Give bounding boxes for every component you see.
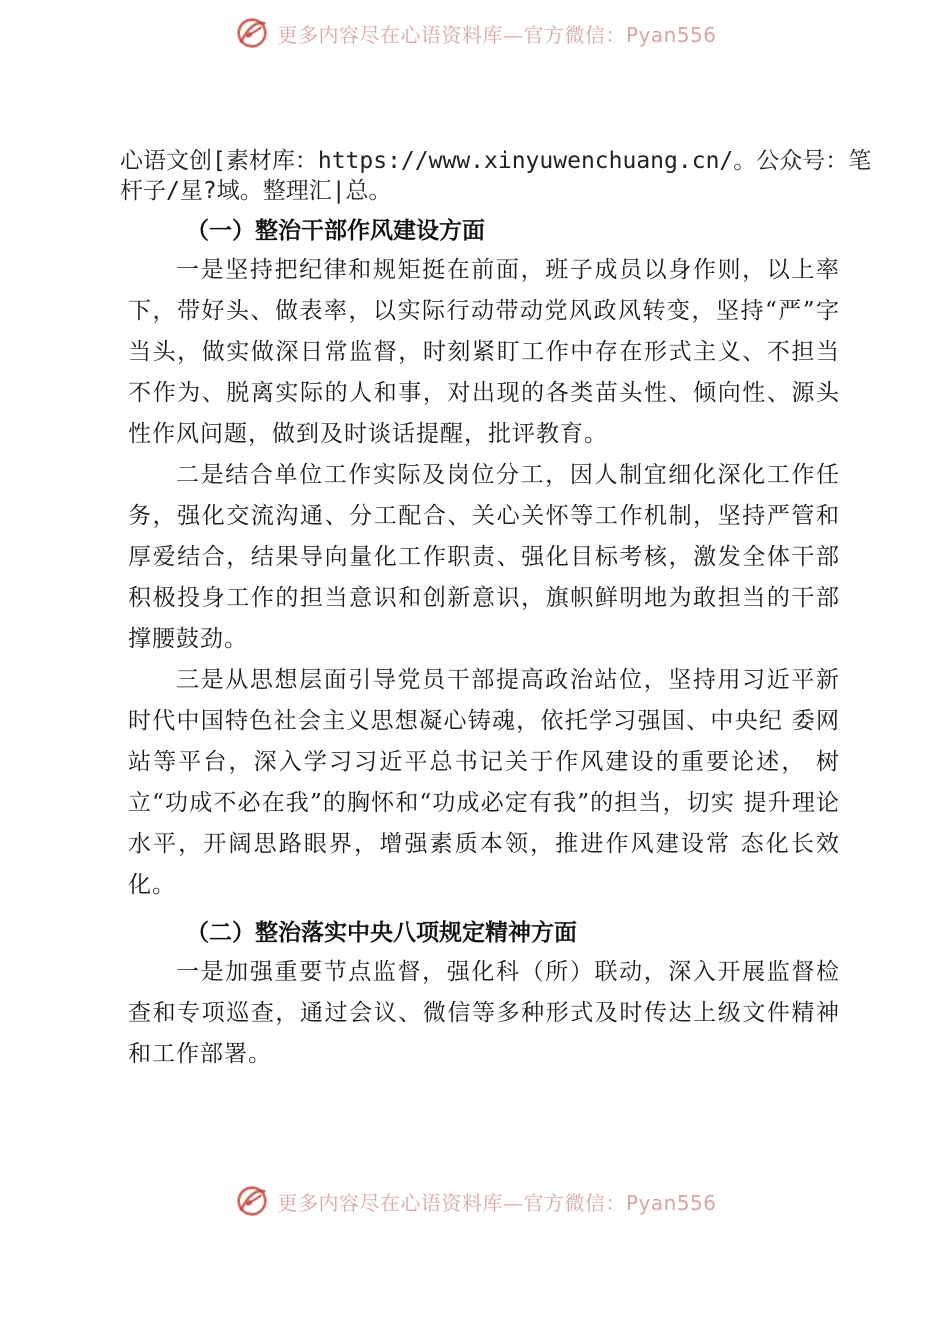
brand-logo-icon <box>233 14 271 52</box>
brand-logo-icon <box>233 1182 271 1220</box>
section-heading-1: （一）整治干部作风建设方面 <box>186 218 485 244</box>
banner-text <box>277 19 716 48</box>
banner-wechat-id: Pyan556 <box>625 1190 717 1215</box>
source-line: 心语文创[素材库：https://www.xinyuwenchuang.cn/。公众号：笔杆子/星?域。整理汇|总。 <box>120 148 872 204</box>
paragraph-1-2: 二是结合单位工作实际及岗位分工，因人制宜细化深化工作任务，强化交流沟通、分工配合、关心关怀等工作机制，坚持严管和厚爱结合，结果导向量化工作职责、强化目标考核，激发全体干部积极投身工作的担当意识和创新意识，旗帜鲜明地为敢担当的干部撑腰鼓劲。 <box>128 462 840 652</box>
banner-slogan: 更多内容尽在心语资料库—官方微信： <box>277 22 626 47</box>
banner-slogan: 更多内容尽在心语资料库—官方微信： <box>277 1190 626 1215</box>
footer-watermark-banner <box>0 1182 950 1220</box>
paragraph-1-3: 三是从思想层面引导党员干部提高政治站位，坚持用习近平新时代中国特色社会主义思想凝心铸魂，依托学习强国、中央纪 委网站等平台，深入学习习近平总书记关于作风建设的重要论述， 树立“功成不必在我”的胸怀和“功成必定有我”的担当，切实 提升理论水平，开阔思路眼界，增强素质本领，推进作风建设常 态化长效化。 <box>128 667 840 898</box>
banner-text <box>277 1187 716 1216</box>
section-heading-2: （二）整治落实中央八项规定精神方面 <box>186 920 577 946</box>
paragraph-1-1: 一是坚持把纪律和规矩挺在前面，班子成员以身作则，以上率下，带好头、做表率，以实际行动带动党风政风转变，坚持“严”字当头，做实做深日常监督，时刻紧盯工作中存在形式主义、不担当不作为、脱离实际的人和事，对出现的各类苗头性、倾向性、源头性作风问题，做到及时谈话提醒，批评教育。 <box>128 257 840 447</box>
header-watermark-banner <box>0 14 950 52</box>
paragraph-2-1: 一是加强重要节点监督，强化科（所）联动，深入开展监督检查和专项巡查，通过会议、微信等多种形式及时传达上级文件精神和工作部署。 <box>128 959 840 1067</box>
banner-wechat-id: Pyan556 <box>625 22 717 47</box>
